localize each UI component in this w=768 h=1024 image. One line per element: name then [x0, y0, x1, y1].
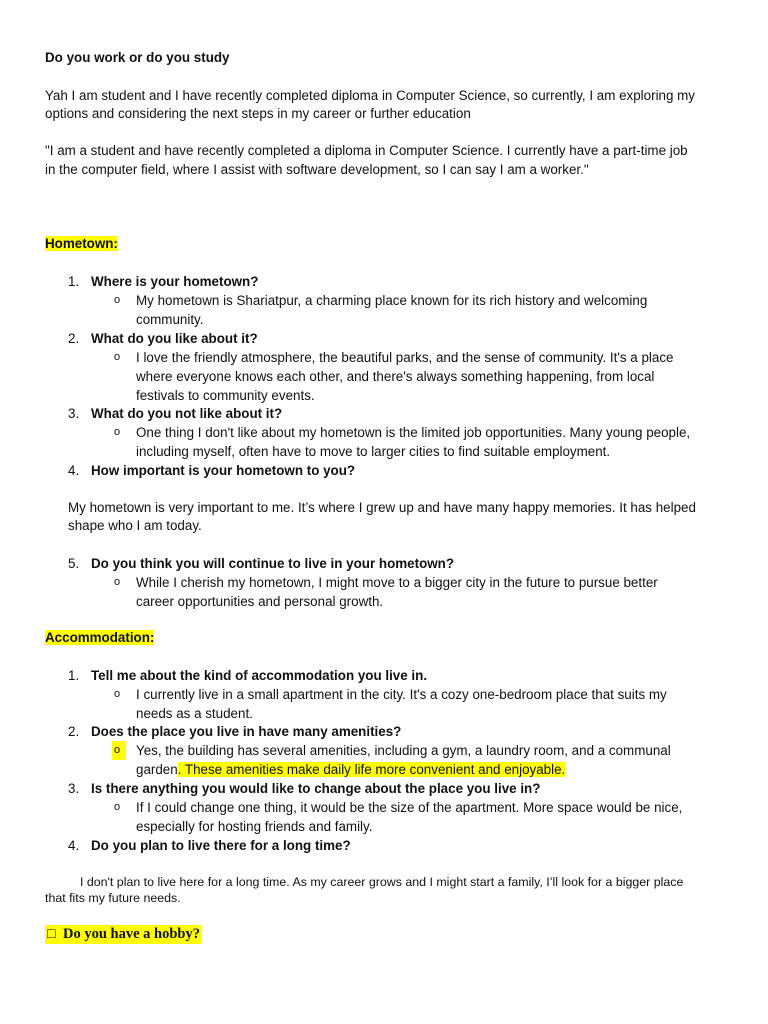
accommodation-paragraph-line1: I don't plan to live here for a long time. As my career grows and I might start a family, I’ll look for a bigger place: [80, 875, 684, 889]
hometown-item-3-question: What do you not like about it?: [91, 406, 283, 421]
hometown-item-2-answer-line2: where everyone knows each other, and there's always something happening, from local: [136, 369, 655, 384]
accommodation-item-4-number: 4.: [68, 838, 80, 853]
hometown-item-2-answer-line1: I love the friendly atmosphere, the beautiful parks, and the sense of community. It's a place: [136, 350, 674, 365]
intro-answer1-line2: options and considering the next steps in my career or further education: [45, 106, 471, 121]
accommodation-item-1-answer-line1: I currently live in a small apartment in the city. It's a cozy one-bedroom place that suits my: [136, 687, 667, 702]
bullet-icon: o: [112, 741, 126, 760]
intro-answer2-line1: "I am a student and have recently completed a diploma in Computer Science. I currently have a part-time job: [45, 143, 688, 158]
accommodation-item-3-number: 3.: [68, 781, 80, 796]
hometown-item-1-number: 1.: [68, 274, 80, 289]
accommodation-item-3-answer-line1: If I could change one thing, it would be the size of the apartment. More space would be nice,: [136, 800, 683, 815]
accommodation-item-3-answer-line2: especially for hosting friends and family.: [136, 819, 373, 834]
intro-answer1-line1: Yah I am student and I have recently completed diploma in Computer Science, so currently, I am exploring my: [45, 88, 696, 103]
hometown-item-2-question: What do you like about it?: [91, 331, 258, 346]
hometown-item-3-number: 3.: [68, 406, 80, 421]
bullet-icon: o: [114, 294, 121, 306]
accommodation-item-3-question: Is there anything you would like to change about the place you live in?: [91, 781, 541, 796]
hometown-heading-text: Hometown:: [45, 236, 118, 251]
hometown-item-3-answer-line1: One thing I don't like about my hometown is the limited job opportunities. Many young people,: [136, 425, 691, 440]
bullet-icon: o: [114, 576, 121, 588]
hometown-paragraph-line2: shape who I am today.: [68, 518, 202, 533]
hometown-heading: [45, 234, 118, 253]
hometown-item-1-answer-line1: My hometown is Shariatpur, a charming place known for its rich history and welcoming: [136, 293, 648, 308]
hometown-item-4-number: 4.: [68, 463, 80, 478]
hometown-item-1-question: Where is your hometown?: [91, 274, 259, 289]
hometown-item-5-question: Do you think you will continue to live in your hometown?: [91, 556, 455, 571]
bullet-icon: o: [114, 801, 121, 813]
accommodation-item-1-answer-line2: needs as a student.: [136, 706, 253, 721]
hometown-item-1-answer-line2: community.: [136, 312, 204, 327]
accommodation-paragraph-line2: that fits my future needs.: [45, 891, 181, 905]
hometown-item-5-number: 5.: [68, 556, 80, 571]
intro-question: Do you work or do you study: [45, 50, 230, 65]
hometown-item-5-answer-line2: career opportunities and personal growth.: [136, 594, 384, 609]
accommodation-item-2-answer-line2: [136, 760, 565, 779]
accommodation-item-2-question: Does the place you live in have many amenities?: [91, 724, 402, 739]
hometown-paragraph-line1: My hometown is very important to me. It’s where I grew up and have many happy memories. It has helped: [68, 500, 696, 515]
hobby-heading-text: Do you have a hobby?: [63, 926, 200, 942]
accommodation-item-1-number: 1.: [68, 668, 80, 683]
intro-answer2-line2: in the computer field, where I assist with software development, so I can say I am a worker.": [45, 162, 589, 177]
accommodation-heading-text: Accommodation:: [45, 630, 155, 645]
hometown-item-4-question: How important is your hometown to you?: [91, 463, 356, 478]
hometown-item-3-answer-line2: including myself, often have to move to larger cities to find suitable employment.: [136, 444, 611, 459]
hometown-item-2-number: 2.: [68, 331, 80, 346]
accommodation-item-2-number: 2.: [68, 724, 80, 739]
bullet-icon: o: [114, 351, 121, 363]
hometown-item-2-answer-line3: festivals to community events.: [136, 388, 315, 403]
accommodation-item-2-answer-highlight: . These amenities make daily life more convenient and enjoyable.: [177, 762, 566, 777]
bullet-icon: o: [114, 426, 121, 438]
checkbox-icon: □: [47, 926, 56, 942]
accommodation-heading: [45, 628, 154, 647]
hobby-heading: [45, 925, 202, 944]
accommodation-item-2-answer-plain: garden: [136, 762, 178, 777]
hometown-item-5-answer-line1: While I cherish my hometown, I might move to a bigger city in the future to pursue better: [136, 575, 658, 590]
bullet-icon: o: [114, 688, 121, 700]
accommodation-item-1-question: Tell me about the kind of accommodation you live in.: [91, 668, 428, 683]
accommodation-item-4-question: Do you plan to live there for a long time?: [91, 838, 351, 853]
accommodation-item-2-answer-line1: Yes, the building has several amenities, including a gym, a laundry room, and a communal: [136, 743, 671, 758]
